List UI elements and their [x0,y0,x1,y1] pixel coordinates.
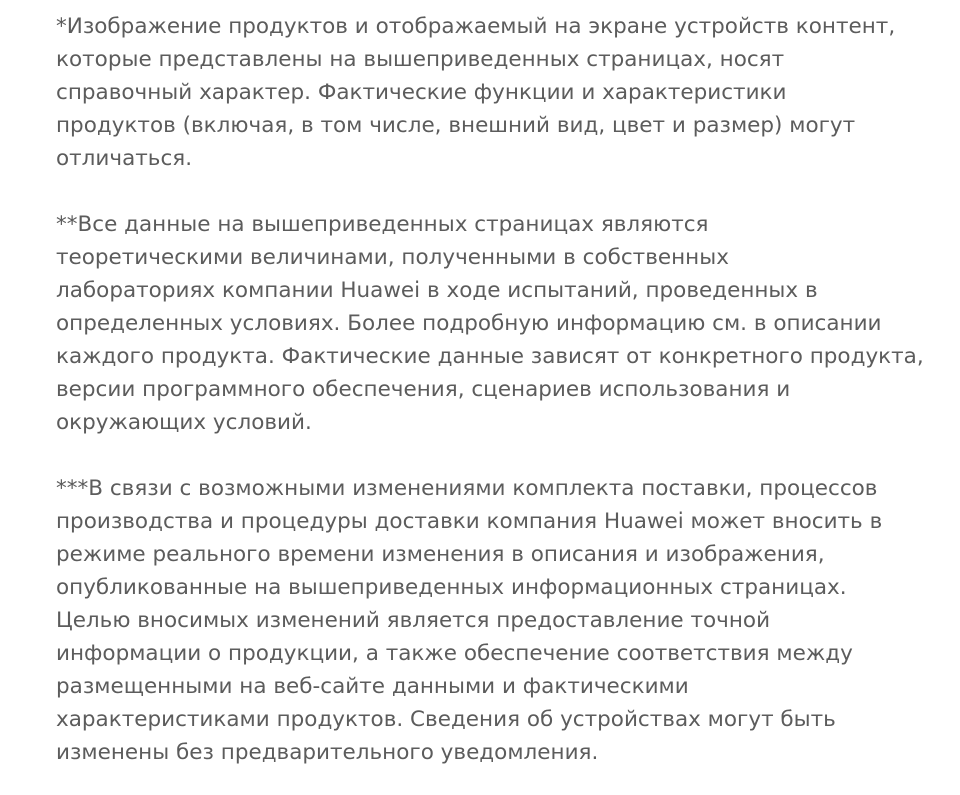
disclaimer-product-images: *Изображение продуктов и отображаемый на экране устройств контент, которые представлены на вышеприведенных страницах, носят справочный характер. Фактические функции и характеристики продуктов (включая, в том числе, внешний вид, цвет и размер) могут отличаться. [56,14,896,171]
disclaimer-test-data: **Все данные на вышеприведенных страницах являются теоретическими величинами, полученными в собственных лабораториях компании Huawei в ходе испытаний, проведенных в определенных условиях. Более подробную информацию см. в описании каждого продукта. Фактические данные зависят от конкретного продукта, версии программного обеспечения, сценариев использования и окружающих условий. [56,212,924,435]
disclaimer-changes: ***В связи с возможными изменениями комплекта поставки, процессов производства и процедуры доставки компания Huawei может вносить в режиме реального времени изменения в описания и изображения, опубликованные на вышеприведенных информационных страницах. Целью вносимых изменений является предоставление точной информации о продукции, а также обеспечение соответствия между размещенными на веб-сайте данными и фактическими характеристиками продуктов. Сведения об устройствах могут быть изменены без предварительного уведомления. [56,476,883,765]
